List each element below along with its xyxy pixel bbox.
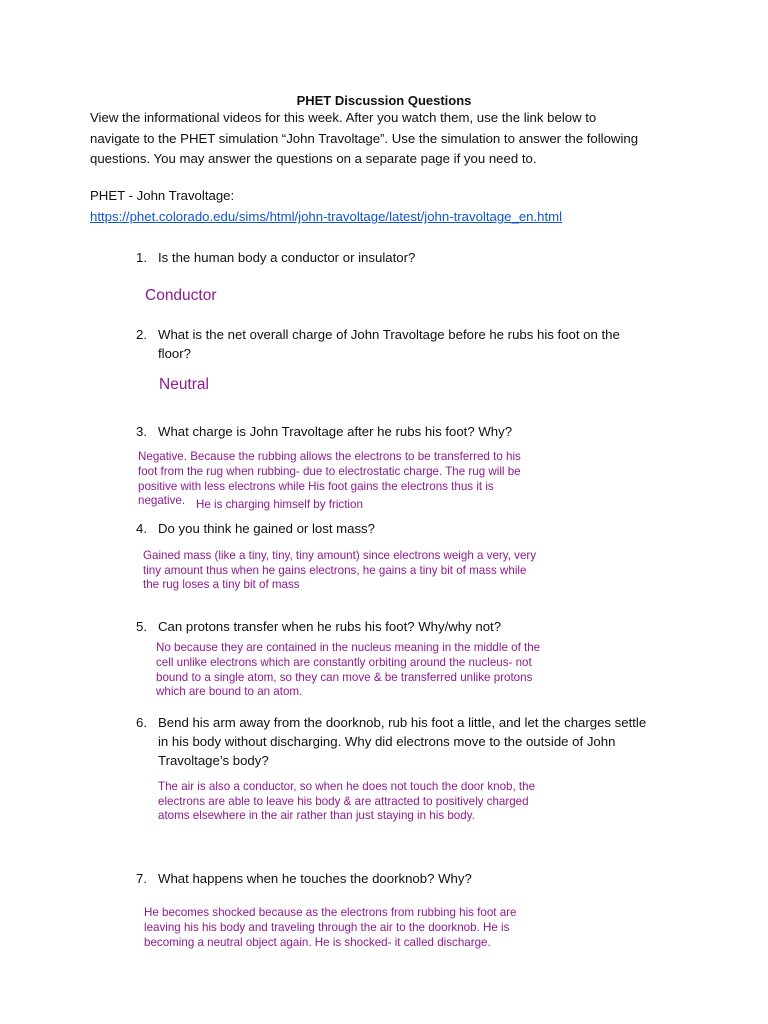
question-6-number: 6.: [136, 715, 147, 730]
question-4-number: 4.: [136, 521, 147, 536]
question-5-number: 5.: [136, 619, 147, 634]
answer-7-line-3: becoming a neutral object again. He is shocked- it called discharge.: [144, 936, 491, 949]
answer-3-line-4: negative.: [138, 494, 186, 507]
question-4-text: Do you think he gained or lost mass?: [158, 521, 375, 536]
question-6-text-line-3: Travoltage’s body?: [158, 753, 269, 768]
page-title: PHET Discussion Questions: [296, 93, 472, 108]
answer-1: Conductor: [145, 287, 217, 304]
question-1-text: Is the human body a conductor or insulator?: [158, 250, 416, 265]
question-6-text-line-2: in his body without discharging. Why did electrons move to the outside of John: [158, 734, 616, 749]
answer-4-line-2: tiny amount thus when he gains electrons, he gains a tiny bit of mass while: [143, 564, 527, 577]
answer-4-line-1: Gained mass (like a tiny, tiny, tiny amount) since electrons weigh a very, very: [143, 549, 537, 562]
question-7-number: 7.: [136, 871, 147, 886]
answer-5-line-3: bound to a single atom, so they can move & be transferred unlike protons: [156, 671, 533, 684]
question-2-text-line-2: floor?: [158, 346, 191, 361]
answer-3-line-1: Negative. Because the rubbing allows the electrons to be transferred to his: [138, 450, 521, 463]
intro-line-1: View the informational videos for this week. After you watch them, use the link below to: [90, 110, 597, 125]
intro-line-2: navigate to the PHET simulation “John Travoltage”. Use the simulation to answer the following: [90, 131, 639, 146]
answer-3-line-2: foot from the rug when rubbing- due to electrostatic charge. The rug will be: [138, 465, 521, 478]
sim-link[interactable]: https://phet.colorado.edu/sims/html/john-travoltage/latest/john-travoltage_en.html: [90, 209, 563, 224]
answer-7-line-2: leaving his his body and traveling through the air to the doorknob. He is: [144, 921, 510, 934]
answer-3-extra: He is charging himself by friction: [196, 498, 363, 511]
sim-label: PHET - John Travoltage:: [90, 188, 235, 203]
question-7-text: What happens when he touches the doorknob? Why?: [158, 871, 472, 886]
answer-5-line-2: cell unlike electrons which are constantly orbiting around the nucleus- not: [156, 656, 532, 669]
question-6-text-line-1: Bend his arm away from the doorknob, rub his foot a little, and let the charges settle: [158, 715, 647, 730]
question-3-number: 3.: [136, 424, 147, 439]
answer-3-line-3: positive with less electrons while His foot gains the electrons thus it is: [138, 480, 494, 493]
intro-line-3: questions. You may answer the questions on a separate page if you need to.: [90, 151, 537, 166]
question-5-text: Can protons transfer when he rubs his foot? Why/why not?: [158, 619, 502, 634]
answer-6-line-1: The air is also a conductor, so when he does not touch the door knob, the: [158, 780, 536, 793]
answer-4-line-3: the rug loses a tiny bit of mass: [143, 578, 300, 591]
question-3-text: What charge is John Travoltage after he rubs his foot? Why?: [158, 424, 513, 439]
answer-5-line-4: which are bound to an atom.: [156, 685, 303, 698]
question-2-number: 2.: [136, 327, 147, 342]
question-2-text-line-1: What is the net overall charge of John Travoltage before he rubs his foot on the: [158, 327, 620, 342]
question-1-number: 1.: [136, 250, 147, 265]
answer-5-line-1: No because they are contained in the nucleus meaning in the middle of the: [156, 641, 541, 654]
answer-2: Neutral: [159, 376, 209, 393]
answer-6-line-2: electrons are able to leave his body & are attracted to positively charged: [158, 795, 529, 808]
answer-6-line-3: atoms elsewhere in the air rather than just staying in his body.: [158, 809, 475, 822]
answer-7-line-1: He becomes shocked because as the electrons from rubbing his foot are: [144, 906, 517, 919]
